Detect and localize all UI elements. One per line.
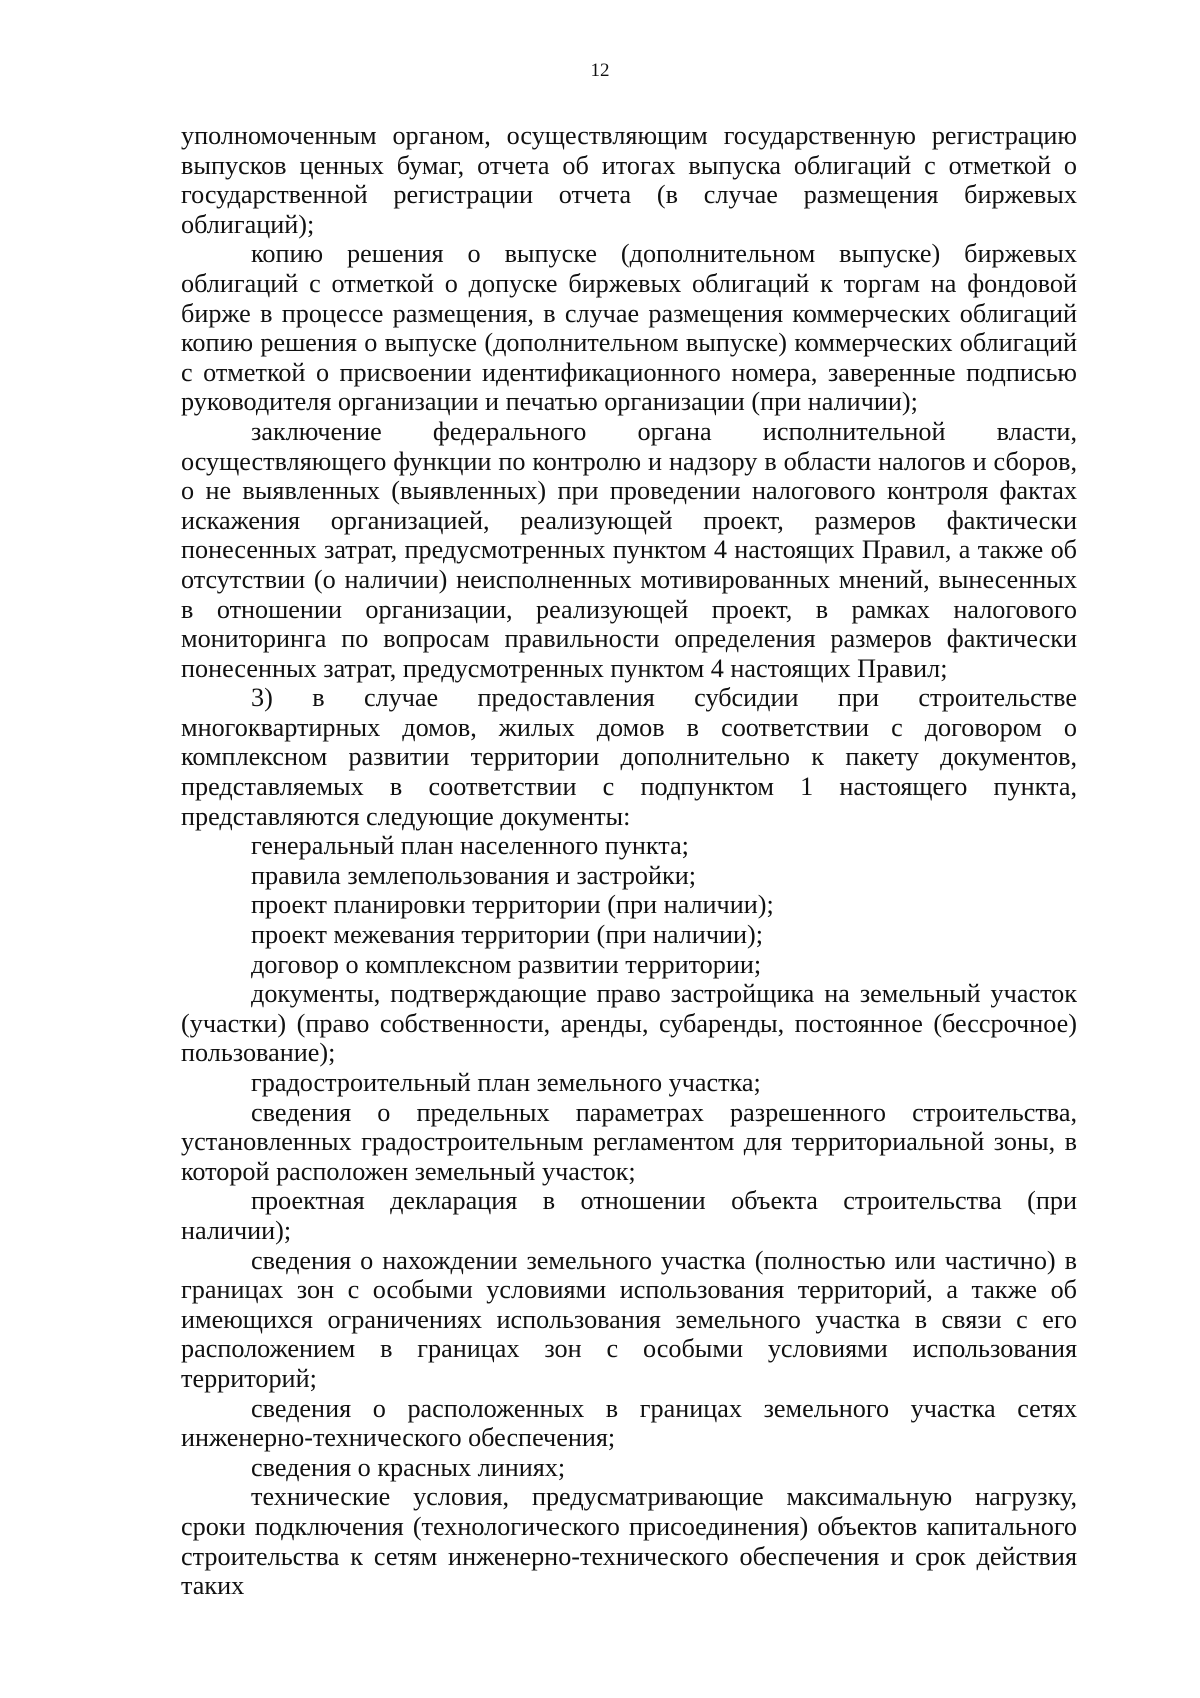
list-item-surveying-project: проект межевания территории (при наличии); [251, 920, 764, 950]
paragraph-item-3: 3) в случае предоставления субсидии при строительстве многоквартирных домов, жилых домов в соответствии с договором о комплексном развитии территории дополнительно к пакету документов, представляемых в соответствии с подпунктом 1 настоящего пункта, представляются следующие документы: [181, 683, 1077, 831]
list-item-red-lines: сведения о красных линиях; [251, 1452, 566, 1482]
list-item-land-use-rules: правила землепользования и застройки; [251, 860, 697, 890]
paragraph-decision-copy: копию решения о выпуске (дополнительном выпуске) биржевых облигаций с отметкой о допуске биржевых облигаций к торгам на фондовой бирже в процессе размещения, в случае размещения коммерческих облигаций копию решения о выпуске (дополнительном выпуске) коммерческих облигаций с отметкой о присвоении идентификационного номера, заверенные подписью руководителя организации и печатью организации (при наличии); [181, 239, 1077, 417]
list-item-general-plan: генеральный план населенного пункта; [251, 831, 689, 861]
list-item-project-declaration: проектная декларация в отношении объекта строительства (при наличии); [181, 1186, 1077, 1245]
page-number: 12 [590, 60, 610, 81]
list-item-engineering-networks: сведения о расположенных в границах земельного участка сетях инженерно-технического обеспечения; [181, 1393, 1077, 1453]
document-body [181, 121, 1077, 1601]
paragraph-tax-conclusion: заключение федерального органа исполнительной власти, осуществляющего функции по контролю и надзору в области налогов и сборов, о не выявленных (выявленных) при проведении налогового контроля фактах искажения организацией, реализующей проект, размеров фактически понесенных затрат, предусмотренных пунктом 4 настоящих Правил, а также об отсутствии (о наличии) неисполненных мотивированных мнений, вынесенных в отношении организации, реализующей проект, в рамках налогового мониторинга по вопросам правильности определения размеров фактически понесенных затрат, предусмотренных пунктом 4 настоящих Правил; [181, 416, 1077, 683]
list-item-urban-plan: градостроительный план земельного участка; [251, 1068, 761, 1097]
list-item-special-zones: сведения о нахождении земельного участка (полностью или частично) в границах зон с особыми условиями использования территорий, а также об имеющихся ограничениях использования земельного участка в связи с его расположением в границах зон с особыми условиями использования территорий; [181, 1245, 1077, 1393]
list-item-development-contract: договор о комплексном развитии территории; [251, 949, 762, 979]
list-item-land-rights-documents: документы, подтверждающие право застройщика на земельный участок (участки) (право собственности, аренды, субаренды, постоянное (бессрочное) пользование); [181, 979, 1077, 1068]
paragraph-continuation: уполномоченным органом, осуществляющим государственную регистрацию выпусков ценных бумаг, отчета об итогах выпуска облигаций с отметкой о государственной регистрации отчета (в случае размещения биржевых облигаций); [181, 121, 1077, 239]
list-item-technical-conditions: технические условия, предусматривающие максимальную нагрузку, сроки подключения (технологического присоединения) объектов капитального строительства к сетям инженерно-технического обеспечения и срок действия таких [181, 1482, 1077, 1601]
list-item-planning-project: проект планировки территории (при наличии); [251, 890, 774, 920]
list-item-construction-parameters: сведения о предельных параметрах разрешенного строительства, установленных градостроительным регламентом для территориальной зоны, в которой расположен земельный участок; [181, 1097, 1077, 1186]
